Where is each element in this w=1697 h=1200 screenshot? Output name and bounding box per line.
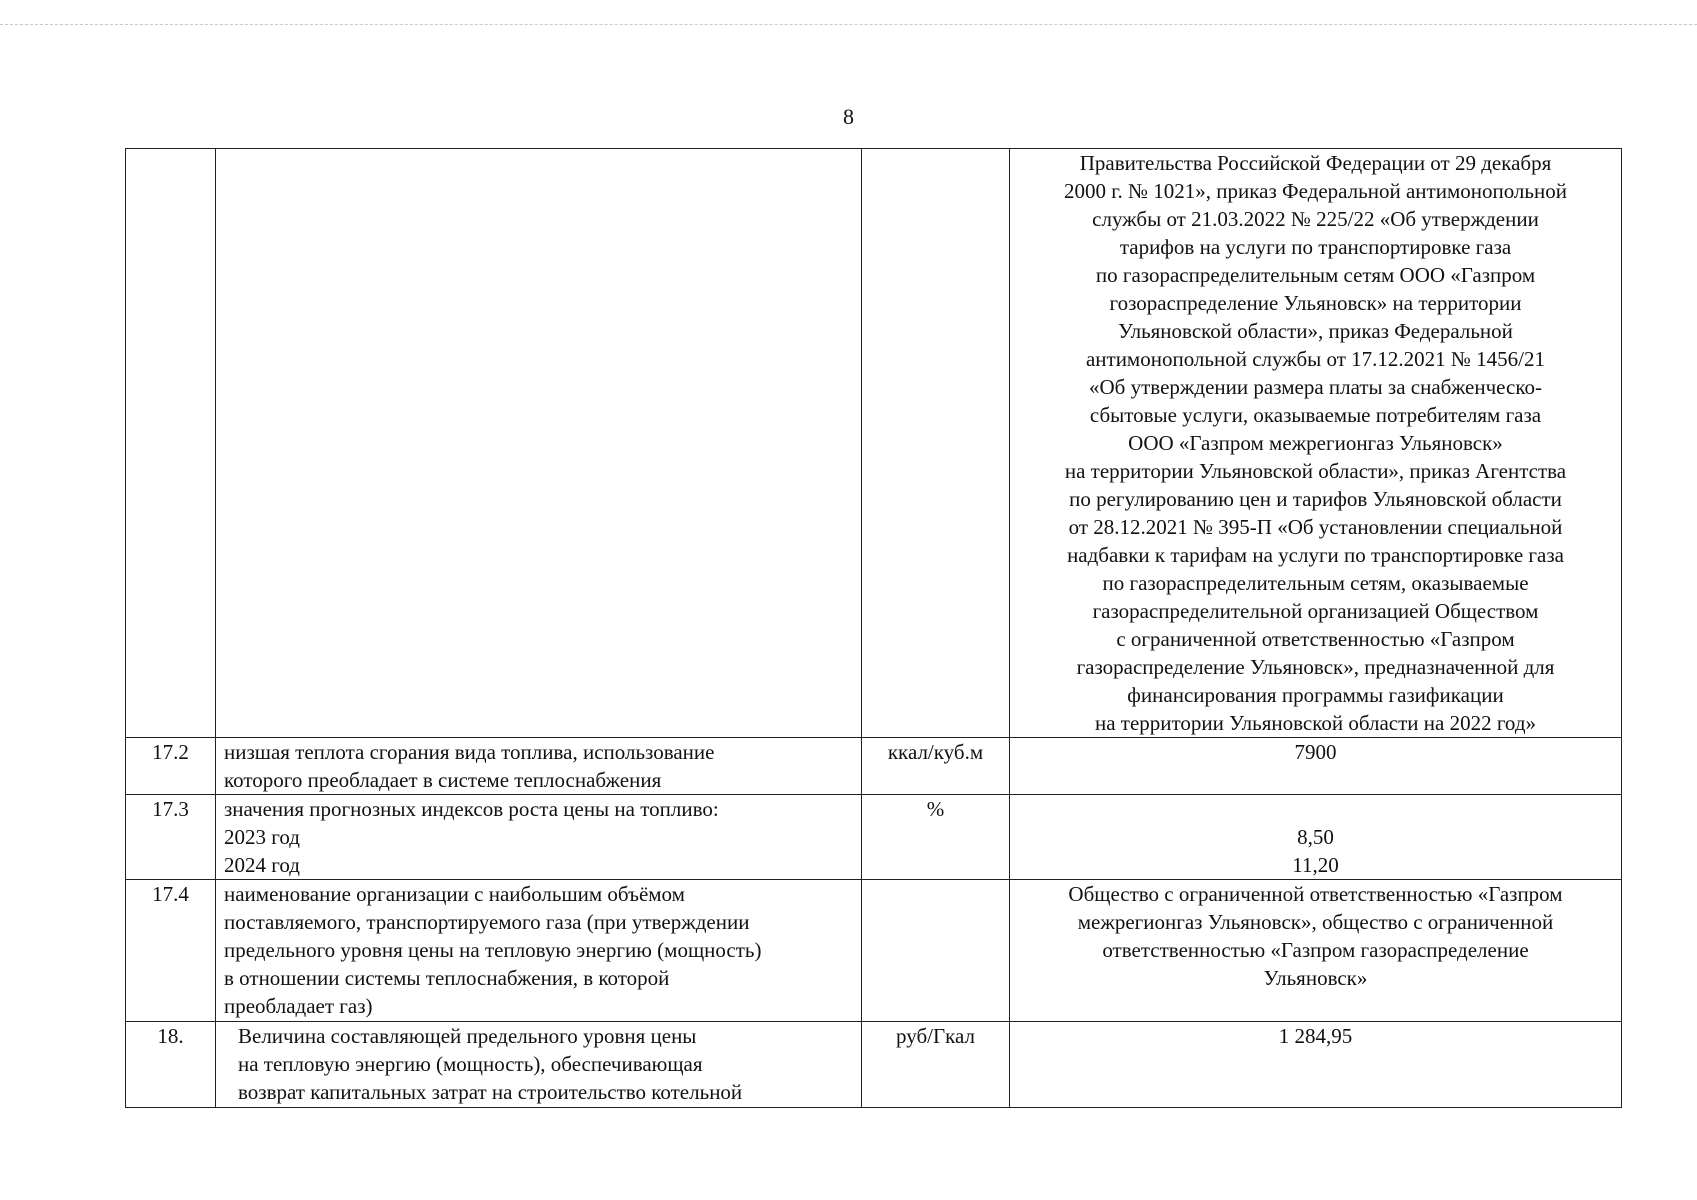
indicator-name-cell [216,738,862,795]
unit-cell [862,880,1010,1022]
table-row-17-2 [126,738,1622,795]
value-cell [1010,880,1622,1022]
name-line: возврат капитальных затрат на строительство котельной [238,1080,743,1104]
value-line: 8,50 [1297,825,1334,849]
value-line: газораспределение Ульяновск», предназначенной для [1076,655,1555,679]
unit-cell: ккал/куб.м [862,738,1010,795]
value-line: от 28.12.2021 № 395-П «Об установлении специальной [1068,515,1563,539]
value-line: 11,20 [1292,853,1339,877]
value-line: по газораспределительным сетям, оказываемые [1102,571,1529,595]
value-line: по газораспределительным сетям ООО «Газпром [1095,263,1536,287]
row-number-cell: 17.2 [126,738,216,795]
table-row-17-4 [126,880,1622,1022]
value-line: на территории Ульяновской области на 2022 год» [1094,711,1537,735]
table-row-17-3 [126,795,1622,880]
table-row-18 [126,1022,1622,1108]
row-number-cell [126,149,216,738]
value-line: сбытовые услуги, оказываемые потребителям газа [1089,403,1542,427]
name-line: предельного уровня цены на тепловую энергию (мощность) [224,938,762,962]
value-line: ответственностью «Газпром газораспределение [1102,938,1529,962]
name-line: 2023 год [224,825,300,849]
value-cell [1010,149,1622,738]
value-line: Правительства Российской Федерации от 29 декабря [1079,151,1552,175]
value-line: надбавки к тарифам на услуги по транспортировке газа [1067,543,1564,567]
name-line: которого преобладает в системе теплоснабжения [224,768,662,792]
row-number-cell: 17.3 [126,795,216,880]
name-line: в отношении системы теплоснабжения, в которой [224,966,670,990]
indicator-name-cell [216,149,862,738]
value-line: газораспределительной организацией Обществом [1092,599,1539,623]
scan-edge-line [0,24,1697,25]
name-line: поставляемого, транспортируемого газа (при утверждении [224,910,750,934]
value-line: с ограниченной ответственностью «Газпром [1116,627,1515,651]
value-cell: 1 284,95 [1010,1022,1622,1108]
value-cell: 7900 [1010,738,1622,795]
table-row-continuation [126,149,1622,738]
value-line: финансирования программы газификации [1127,683,1504,707]
value-line: антимонопольной службы от 17.12.2021 № 1456/21 [1085,347,1546,371]
unit-cell: % [862,795,1010,880]
value-spacer [1018,795,1613,823]
name-line: низшая теплота сгорания вида топлива, использование [224,740,715,764]
row-number-cell: 17.4 [126,880,216,1022]
unit-cell [862,149,1010,738]
name-line: на тепловую энергию (мощность), обеспечивающая [238,1052,703,1076]
unit-cell: руб/Гкал [862,1022,1010,1108]
value-line: ООО «Газпром межрегионгаз Ульяновск» [1128,431,1503,455]
value-line: 2000 г. № 1021», приказ Федеральной антимонопольной [1064,179,1567,203]
page-number: 8 [843,104,854,129]
name-line: наименование организации с наибольшим объёмом [224,882,685,906]
name-line: значения прогнозных индексов роста цены на топливо: [224,797,719,821]
value-line: Общество с ограниченной ответственностью «Газпром [1068,882,1563,906]
name-line: Величина составляющей предельного уровня цены [238,1024,697,1048]
value-line: Ульяновск» [1263,966,1368,990]
value-line: Ульяновской области», приказ Федеральной [1118,319,1513,343]
indicator-name-cell [216,795,862,880]
value-line: службы от 21.03.2022 № 225/22 «Об утверждении [1092,207,1539,231]
name-line: 2024 год [224,853,300,877]
value-line: гозораспределение Ульяновск» на территории [1109,291,1522,315]
tariff-parameters-table [125,148,1622,1108]
name-line: преобладает газ) [224,994,373,1018]
indicator-name-cell [216,1022,862,1108]
value-cell [1010,795,1622,880]
value-line: межрегионгаз Ульяновск», общество с ограниченной [1077,910,1554,934]
row-number-cell: 18. [126,1022,216,1108]
value-line: «Об утверждении размера платы за снабженческо- [1089,375,1542,399]
value-line: по регулированию цен и тарифов Ульяновской области [1069,487,1562,511]
value-line: на территории Ульяновской области», приказ Агентства [1064,459,1567,483]
value-line: тарифов на услуги по транспортировке газа [1119,235,1512,259]
indicator-name-cell [216,880,862,1022]
